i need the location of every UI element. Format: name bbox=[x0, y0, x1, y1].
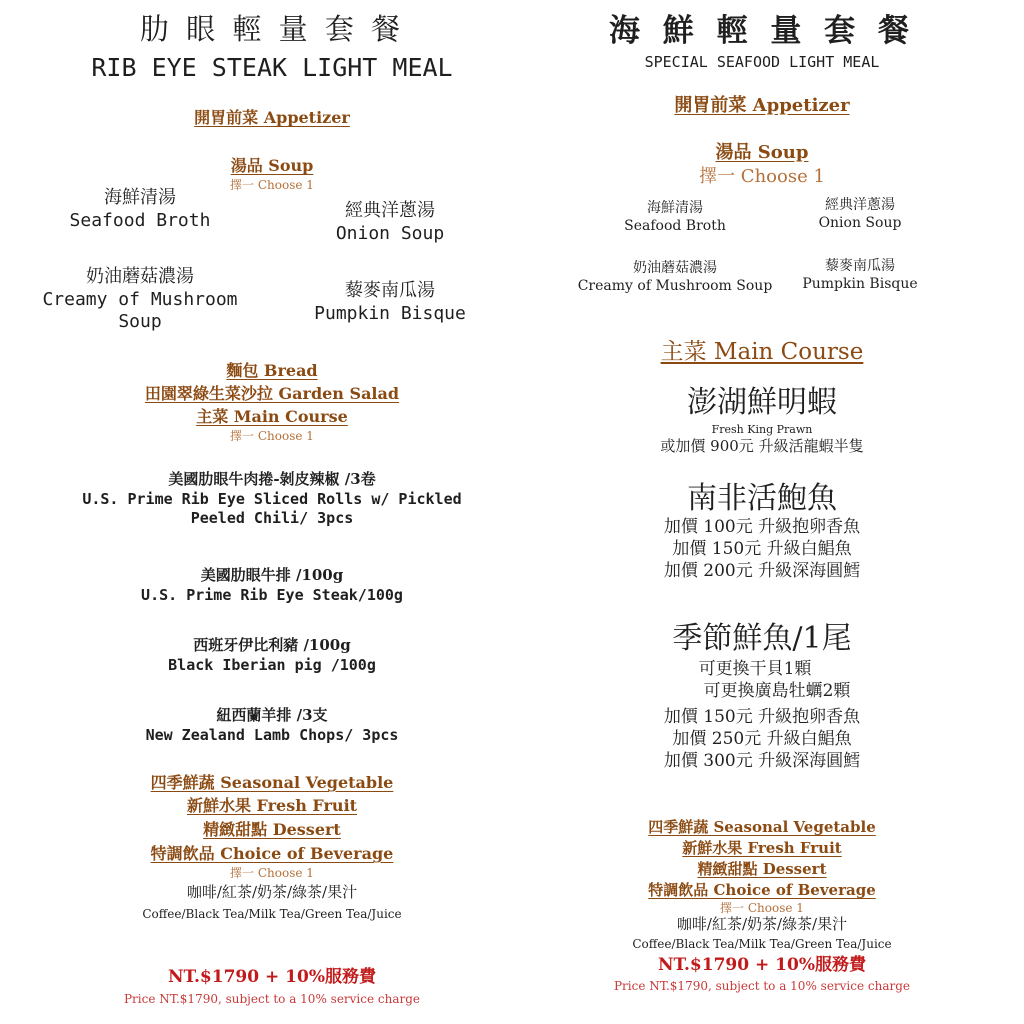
main-name-zh: 西班牙伊比利豬 /100g bbox=[193, 636, 351, 654]
soup-name-en: Onion Soup bbox=[818, 214, 902, 231]
beverage-heading: 特調飲品 Choice of Beverage bbox=[648, 881, 876, 899]
beverage-options-en: Coffee/Black Tea/Milk Tea/Green Tea/Juice bbox=[632, 937, 892, 951]
upgrade-option: 加價 100元 升級抱卵香魚 bbox=[663, 517, 861, 537]
fruit-heading: 新鮮水果 Fresh Fruit bbox=[186, 796, 358, 815]
menu-title-en: RIB EYE STEAK LIGHT MEAL bbox=[91, 53, 453, 82]
soup-item bbox=[790, 197, 930, 232]
beverage-options-zh: 咖啡/紅茶/奶茶/綠茶/果汁 bbox=[186, 883, 358, 901]
prawn-upgrade: 或加價 900元 升級活龍蝦半隻 bbox=[660, 437, 864, 455]
price: NT.$1790 + 10%服務費 bbox=[658, 955, 866, 975]
soup-name-en: Onion Soup bbox=[335, 222, 445, 244]
upgrade-option: 加價 300元 升級深海圓鱈 bbox=[663, 751, 861, 772]
soup-name-zh: 經典洋蔥湯 bbox=[825, 197, 895, 213]
soup-name-zh: 海鮮清湯 bbox=[104, 187, 176, 208]
beverage-choose-note: 擇一 Choose 1 bbox=[720, 901, 804, 915]
soup-name-zh: 奶油蘑菇濃湯 bbox=[86, 266, 194, 287]
main-name-en: U.S. Prime Rib Eye Steak/100g bbox=[141, 585, 403, 604]
price-note: Price NT.$1790, subject to a 10% service charge bbox=[123, 992, 421, 1006]
soup-item bbox=[20, 266, 260, 334]
main-name-en: Black Iberian pig /100g bbox=[168, 655, 376, 674]
dessert-heading: 精緻甜點 Dessert bbox=[203, 820, 341, 839]
main-name-zh: 紐西蘭羊排 /3支 bbox=[216, 706, 328, 724]
soup-name-en-cont: Soup bbox=[118, 311, 162, 332]
seafood-menu bbox=[560, 0, 964, 1024]
main-item bbox=[0, 706, 544, 745]
price-note: Price NT.$1790, subject to a 10% service charge bbox=[613, 979, 911, 993]
soup-name-zh: 海鮮清湯 bbox=[647, 200, 703, 216]
soup-choose-note: 擇一 Choose 1 bbox=[699, 166, 825, 187]
main-name-en: New Zealand Lamb Chops/ 3pcs bbox=[145, 725, 399, 744]
main-name-zh: 美國肋眼牛肉捲-剝皮辣椒 /3卷 bbox=[168, 470, 376, 488]
soup-name-en: Pumpkin Bisque bbox=[314, 302, 466, 324]
beverage-options-zh: 咖啡/紅茶/奶茶/綠茶/果汁 bbox=[676, 915, 848, 933]
main-name-zh: 美國肋眼牛排 /100g bbox=[200, 566, 344, 584]
beverage-options-en: Coffee/Black Tea/Milk Tea/Green Tea/Juice bbox=[142, 907, 402, 921]
main-course-heading: 主菜 Main Course bbox=[660, 339, 864, 365]
main-name-en-cont: Peeled Chili/ 3pcs bbox=[190, 509, 354, 527]
swap-option: 可更換廣島牡蠣2顆 bbox=[703, 681, 851, 702]
bread-heading: 麵包 Bread bbox=[226, 361, 318, 380]
vegetable-heading: 四季鮮蔬 Seasonal Vegetable bbox=[648, 818, 876, 836]
main-name-en: U.S. Prime Rib Eye Sliced Rolls w/ Pickled bbox=[82, 489, 462, 508]
soup-name-zh: 奶油蘑菇濃湯 bbox=[633, 260, 717, 276]
appetizer-heading: 開胃前菜 Appetizer bbox=[674, 95, 850, 116]
soup-name-zh: 經典洋蔥湯 bbox=[345, 200, 435, 221]
fish-swaps bbox=[560, 658, 964, 702]
dessert-heading: 精緻甜點 Dessert bbox=[697, 860, 827, 878]
soup-name-en: Seafood Broth bbox=[69, 209, 211, 231]
salad-heading: 田園翠綠生菜沙拉 Garden Salad bbox=[144, 384, 400, 403]
soup-name-zh: 藜麥南瓜湯 bbox=[825, 258, 895, 274]
upgrade-option: 加價 150元 升級抱卵香魚 bbox=[663, 707, 861, 727]
prawn-name-en: Fresh King Prawn bbox=[711, 423, 813, 436]
soup-name-en: Creamy of Mushroom bbox=[42, 288, 238, 310]
soup-item bbox=[790, 258, 930, 293]
soup-choose-note: 擇一 Choose 1 bbox=[230, 178, 314, 192]
soup-name-en: Seafood Broth bbox=[624, 217, 726, 234]
fish-upgrades bbox=[560, 706, 964, 772]
prawn-name: 澎湖鮮明蝦 bbox=[687, 385, 837, 420]
price: NT.$1790 + 10%服務費 bbox=[168, 967, 376, 987]
soup-item bbox=[570, 200, 780, 235]
menu-title-zh: 肋 眼 輕 量 套 餐 bbox=[139, 12, 405, 46]
soup-item bbox=[290, 200, 490, 245]
soup-heading: 湯品 Soup bbox=[230, 156, 314, 175]
main-item bbox=[0, 470, 544, 529]
fish-name: 季節鮮魚/1尾 bbox=[672, 621, 852, 656]
soup-heading: 湯品 Soup bbox=[715, 142, 809, 163]
beverage-heading: 特調飲品 Choice of Beverage bbox=[150, 844, 394, 863]
swap-option: 可更換干貝1顆 bbox=[698, 659, 812, 679]
upgrade-option: 加價 250元 升級白鯧魚 bbox=[672, 729, 852, 750]
menu-title-zh: 海 鮮 輕 量 套 餐 bbox=[609, 13, 915, 49]
appetizer-heading: 開胃前菜 Appetizer bbox=[194, 108, 350, 127]
fruit-heading: 新鮮水果 Fresh Fruit bbox=[682, 839, 842, 857]
soup-name-en: Creamy of Mushroom Soup bbox=[577, 277, 773, 294]
soup-name-en: Pumpkin Bisque bbox=[802, 275, 918, 292]
beverage-choose-note: 擇一 Choose 1 bbox=[230, 866, 314, 880]
upgrade-option: 加價 200元 升級深海圓鱈 bbox=[663, 561, 861, 582]
upgrade-option: 加價 150元 升級白鯧魚 bbox=[672, 539, 852, 560]
soup-item bbox=[40, 187, 240, 232]
soup-item bbox=[570, 260, 780, 295]
vegetable-heading: 四季鮮蔬 Seasonal Vegetable bbox=[150, 773, 394, 792]
soup-name-zh: 藜麥南瓜湯 bbox=[345, 280, 435, 301]
menu-title-en: SPECIAL SEAFOOD LIGHT MEAL bbox=[644, 53, 880, 71]
main-choose-note: 擇一 Choose 1 bbox=[230, 429, 314, 443]
abalone-upgrades bbox=[560, 516, 964, 582]
abalone-name: 南非活鮑魚 bbox=[687, 481, 837, 516]
main-course-heading: 主菜 Main Course bbox=[196, 407, 348, 426]
main-item bbox=[0, 566, 544, 605]
soup-item bbox=[290, 280, 490, 325]
main-item bbox=[0, 636, 544, 675]
